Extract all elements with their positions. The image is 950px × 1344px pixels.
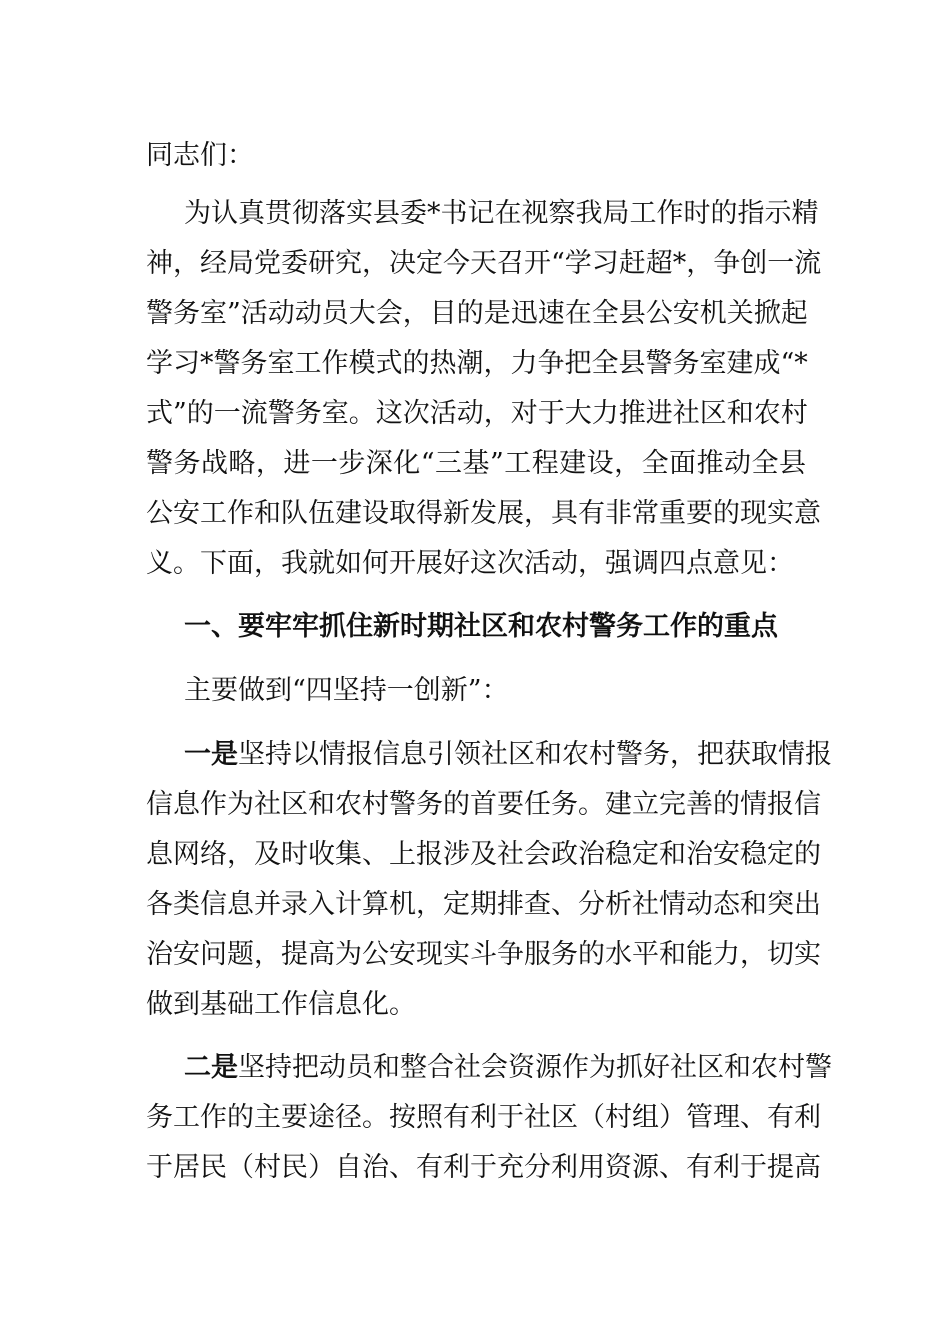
intro-line: 警务室”活动动员大会，目的是迅速在全县公安机关掀起 <box>146 298 808 329</box>
point-1-first-line <box>184 737 832 773</box>
intro-line: 警务战略，进一步深化“三基”工程建设，全面推动全县 <box>146 448 806 479</box>
point-1-line: 息网络，及时收集、上报涉及社会政治稳定和治安稳定的 <box>146 839 821 870</box>
point-1-line: 信息作为社区和农村警务的首要任务。建立完善的情报信 <box>146 789 821 820</box>
section-heading: 一、要牢牢抓住新时期社区和农村警务工作的重点 <box>184 611 778 642</box>
point-1-line: 治安问题，提高为公安现实斗争服务的水平和能力，切实 <box>146 939 821 970</box>
intro-line: 公安工作和队伍建设取得新发展，具有非常重要的现实意 <box>146 498 821 529</box>
point-1-line: 各类信息并录入计算机，定期排查、分析社情动态和突出 <box>146 889 821 920</box>
section-lead: 主要做到“四坚持一创新”： <box>184 675 509 706</box>
intro-line: 神，经局党委研究，决定今天召开“学习赶超*，争创一流 <box>146 248 822 279</box>
point-1-label: 一是 <box>184 739 238 770</box>
point-2-line: 于居民（村民）自治、有利于充分利用资源、有利于提高 <box>146 1152 821 1183</box>
salutation: 同志们： <box>146 140 254 171</box>
point-2-label: 二是 <box>184 1052 238 1083</box>
intro-line: 式”的一流警务室。这次活动，对于大力推进社区和农村 <box>146 398 808 429</box>
intro-line: 义。下面，我就如何开展好这次活动，强调四点意见： <box>146 548 794 579</box>
intro-line: 学习*警务室工作模式的热潮，力争把全县警务室建成“* <box>146 348 808 379</box>
point-1-line: 做到基础工作信息化。 <box>146 989 416 1020</box>
point-1-first-text: 坚持以情报信息引领社区和农村警务，把获取情报 <box>238 739 832 770</box>
point-2-first-text: 坚持把动员和整合社会资源作为抓好社区和农村警 <box>238 1052 832 1083</box>
intro-line: 为认真贯彻落实县委*书记在视察我局工作时的指示精 <box>184 198 819 229</box>
point-2-line: 务工作的主要途径。按照有利于社区（村组）管理、有利 <box>146 1102 821 1133</box>
point-2-first-line <box>184 1050 832 1086</box>
